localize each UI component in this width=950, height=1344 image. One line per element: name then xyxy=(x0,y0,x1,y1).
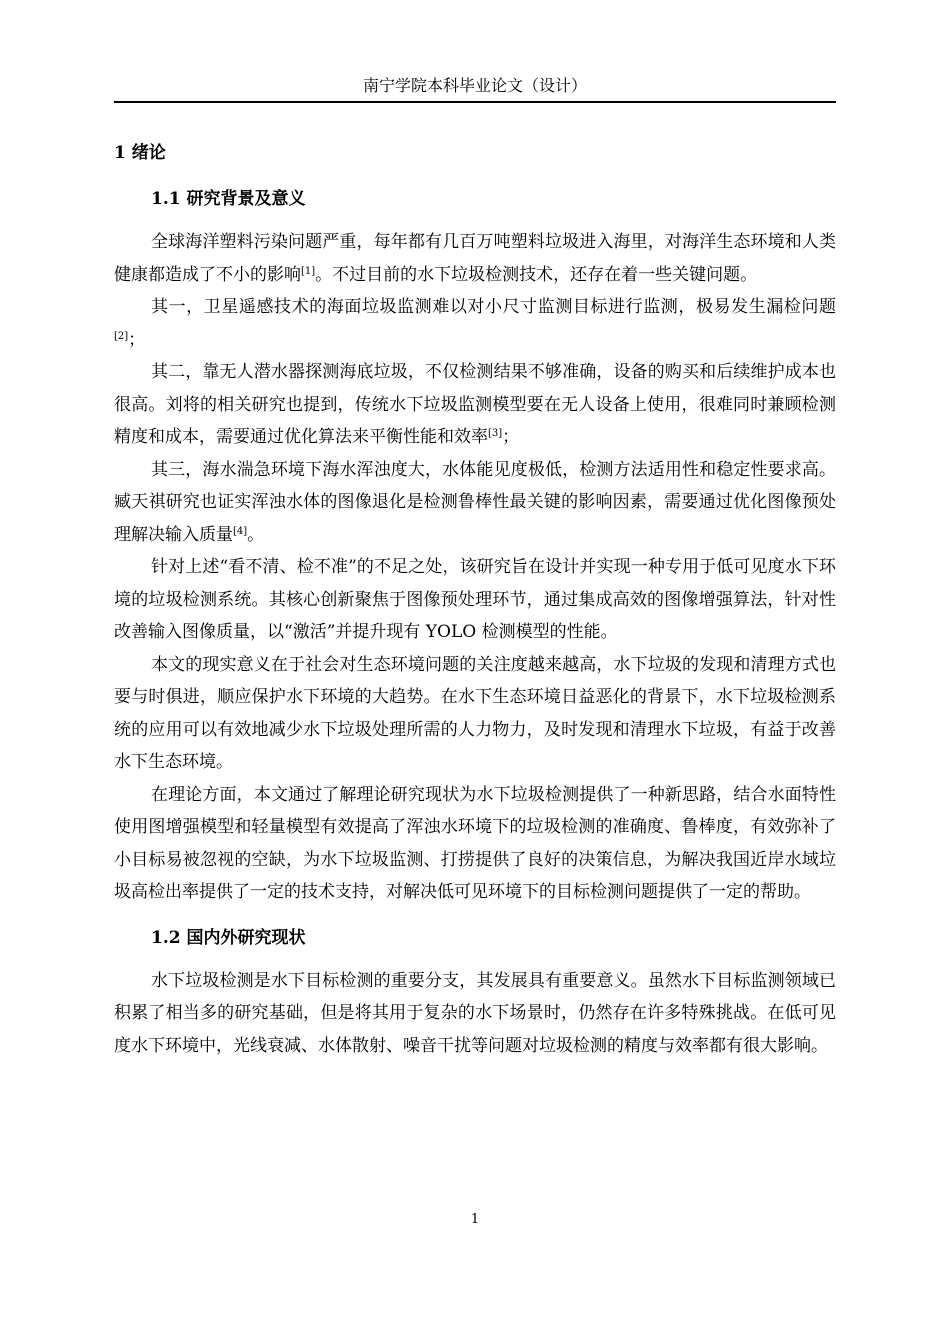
paragraph-research-status: 水下垃圾检测是水下目标检测的重要分支，其发展具有重要意义。虽然水下目标监测领域已积累了相当多的研究基础，但是将其用于复杂的水下场景时，仍然存在许多特殊挑战。在低可见度水下环境中，光线衰减、水体散射、噪音干扰等问题对垃圾检测的精度与效率都有很大影响。 xyxy=(114,970,836,1056)
citation-ref: [2] xyxy=(114,330,129,342)
header-divider xyxy=(114,101,836,103)
paragraph-issue-three: 其三，海水湍急环境下海水浑浊度大，水体能见度极低，检测方法适用性和稳定性要求高。臧天祺研究也证实浑浊水体的图像退化是检测鲁棒性最关键的影响因素，需要通过优化图像预处理解决输入质量[4]。 xyxy=(114,459,836,545)
section-heading-research-status: 1.2 国内外研究现状 xyxy=(151,927,306,948)
paragraph-practical-significance: 本文的现实意义在于社会对生态环境问题的关注度越来越高，水下垃圾的发现和清理方式也要与时俱进，顺应保护水下环境的大趋势。在水下生态环境日益恶化的背景下，水下垃圾检测系统的应用可以有效地减少水下垃圾处理所需的人力物力，及时发现和清理水下垃圾，有益于改善水下生态环境。 xyxy=(114,654,836,772)
paragraph-issue-two: 其二，靠无人潜水器探测海底垃圾，不仅检测结果不够准确，设备的购买和后续维护成本也很高。刘将的相关研究也提到，传统水下垃圾监测模型要在无人设备上使用，很难同时兼顾检测精度和成本，需要通过优化算法来平衡性能和效率[3]； xyxy=(114,362,836,447)
citation-ref: [4] xyxy=(233,525,248,537)
paragraph-theoretical-significance: 在理论方面，本文通过了解理论研究现状为水下垃圾检测提供了一种新思路，结合水面特性使用图增强模型和轻量模型有效提高了浑浊水环境下的垃圾检测的准确度、鲁棒度，有效弥补了小目标易被忽视的空缺，为水下垃圾监测、打捞提供了良好的决策信息，为解决我国近岸水域垃圾高检出率提供了一定的技术支持，对解决低可见环境下的目标检测问题提供了一定的帮助。 xyxy=(114,784,836,902)
paragraph-research-aim: 针对上述“看不清、检不准”的不足之处，该研究旨在设计并实现一种专用于低可见度水下环境的垃圾检测系统。其核心创新聚焦于图像预处理环节，通过集成高效的图像增强算法，针对性改善输入图像质量，以“激活”并提升现有 YOLO 检测模型的性能。 xyxy=(114,557,836,642)
page-number: 1 xyxy=(470,1212,480,1227)
citation-ref: [3] xyxy=(488,428,503,439)
section-heading-background: 1.1 研究背景及意义 xyxy=(151,189,306,209)
paragraph-plastic-pollution: 全球海洋塑料污染问题严重，每年都有几百万吨塑料垃圾进入海里，对海洋生态环境和人类健康都造成了不小的影响[1]。不过目前的水下垃圾检测技术，还存在着一些关键问题。 xyxy=(114,232,836,285)
citation-ref: [1] xyxy=(301,265,316,277)
page-header-title: 南宁学院本科毕业论文（设计） xyxy=(362,76,587,95)
paragraph-issue-one: 其一，卫星遥感技术的海面垃圾监测难以对小尺寸监测目标进行监测，极易发生漏检问题[2]； xyxy=(114,297,836,350)
chapter-heading: 1 绪论 xyxy=(114,143,166,163)
document-body xyxy=(114,138,836,1062)
